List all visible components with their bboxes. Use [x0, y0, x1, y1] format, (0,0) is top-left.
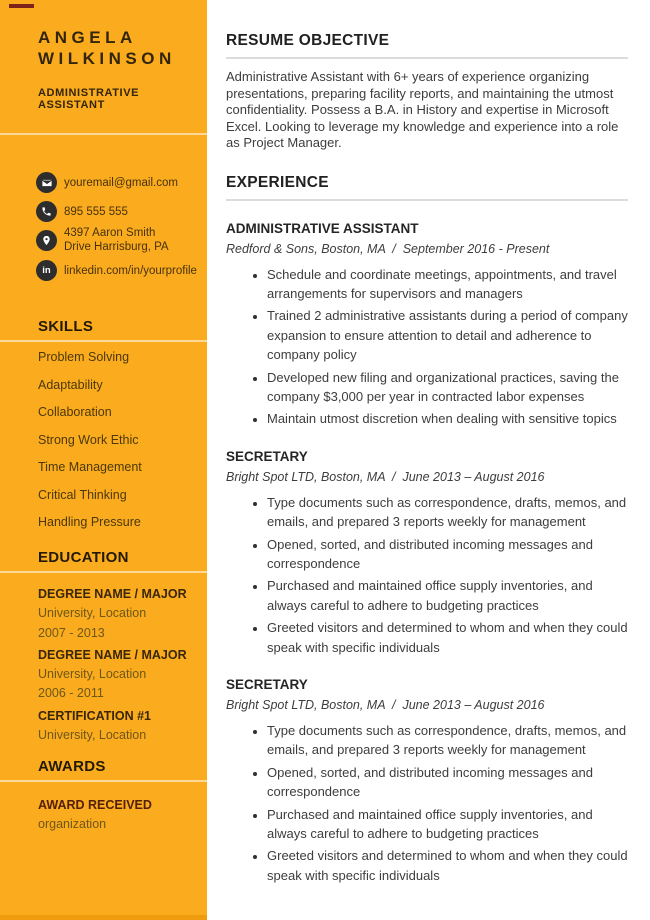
job-bullet-list — [226, 493, 628, 657]
address-text — [64, 226, 169, 254]
education-entry — [38, 646, 198, 704]
sidebar — [0, 0, 207, 920]
job-meta: Redford & Sons, Boston, MA / September 2016 - Present — [226, 241, 550, 256]
award-entry — [38, 796, 152, 835]
certification-school: University, Location — [38, 728, 147, 743]
candidate-name-line2: WILKINSON — [38, 49, 176, 68]
degree-dates: 2007 - 2013 — [38, 625, 105, 640]
main-content — [226, 0, 628, 888]
address-line2: Drive Harrisburg, PA — [64, 241, 169, 253]
education-entry — [38, 707, 198, 746]
job-title: SECRETARY — [226, 677, 308, 692]
candidate-name-line1: ANGELA — [38, 28, 137, 47]
experience-heading: EXPERIENCE — [226, 173, 329, 191]
section-divider — [226, 199, 628, 201]
bullet-item: • Type documents such as correspondence, drafts, memos, and emails, and prepared 3 reports weekly for management — [267, 721, 628, 760]
award-title: AWARD RECEIVED — [38, 798, 152, 812]
candidate-name — [38, 27, 176, 69]
job-bullet-list — [226, 265, 628, 429]
degree-school: University, Location — [38, 667, 147, 682]
job-entry — [226, 676, 628, 885]
education-heading: EDUCATION — [38, 549, 129, 566]
contact-row-address — [36, 226, 169, 254]
bullet-item: • Type documents such as correspondence, drafts, memos, and emails, and prepared 3 reports weekly for management — [267, 493, 628, 532]
address-line1: 4397 Aaron Smith — [64, 227, 156, 239]
education-list — [38, 585, 198, 748]
phone-text: 895 555 555 — [64, 205, 128, 218]
phone-icon — [36, 201, 57, 222]
degree-title: DEGREE NAME / MAJOR — [38, 587, 187, 601]
job-entry — [226, 448, 628, 657]
award-organization: organization — [38, 817, 107, 832]
skill-item: Handling Pressure — [38, 515, 141, 529]
candidate-job-title: ADMINISTRATIVE ASSISTANT — [38, 87, 140, 111]
contact-row-phone — [36, 201, 128, 222]
skills-heading: SKILLS — [38, 318, 94, 335]
objective-text: Administrative Assistant with 6+ years of experience organizing presentations, preparing facility reports, and maintaining the utmost confidentiality. Possess a B.A. in History and expertise in Microsoft Excel. Looking to leverage my knowledge and experience into a role as Project Manager. — [226, 69, 619, 150]
skill-item: Adaptability — [38, 377, 103, 392]
job-bullet-list — [226, 721, 628, 885]
bullet-item: • Greeted visitors and determined to whom and when they could speak with specific individuals — [267, 618, 628, 657]
bullet-item: • Maintain utmost discretion when dealing with sensitive topics — [267, 409, 628, 428]
sidebar-bottom-strip — [0, 915, 207, 920]
bullet-item: • Greeted visitors and determined to whom and when they could speak with specific individuals — [267, 846, 628, 885]
job-title: ADMINISTRATIVE ASSISTANT — [226, 220, 419, 236]
certification-title: CERTIFICATION #1 — [38, 708, 151, 723]
skill-item: Critical Thinking — [38, 487, 127, 502]
job-meta: Bright Spot LTD, Boston, MA / June 2013 – August 2016 — [226, 698, 545, 712]
email-icon — [36, 172, 57, 193]
degree-dates: 2006 - 2011 — [38, 686, 104, 701]
skill-item: Strong Work Ethic — [38, 432, 139, 447]
linkedin-icon — [36, 260, 57, 281]
contact-row-linkedin — [36, 260, 197, 281]
skills-list — [38, 349, 142, 542]
bullet-item: • Schedule and coordinate meetings, appointments, and travel arrangements for supervisors and managers — [267, 265, 628, 304]
degree-school: University, Location — [38, 606, 147, 621]
sidebar-divider — [0, 133, 207, 135]
job-entry — [226, 220, 628, 429]
awards-heading: AWARDS — [38, 758, 106, 775]
objective-heading: RESUME OBJECTIVE — [226, 32, 390, 49]
job-title: SECRETARY — [226, 448, 308, 464]
degree-title: DEGREE NAME / MAJOR — [38, 647, 187, 662]
bullet-item: • Opened, sorted, and distributed incoming messages and correspondence — [267, 535, 628, 574]
sidebar-divider — [0, 780, 207, 782]
email-text: youremail@gmail.com — [64, 176, 178, 189]
bullet-item: • Purchased and maintained office supply inventories, and always careful to adhere to budgeting practices — [267, 576, 628, 615]
skill-item: Time Management — [38, 460, 142, 474]
bullet-item: • Developed new filing and organizational practices, saving the company $3,000 per year in contracted labor expenses — [267, 368, 628, 407]
location-icon — [36, 230, 57, 251]
skill-item: Collaboration — [38, 405, 112, 419]
bullet-item: • Opened, sorted, and distributed incoming messages and correspondence — [267, 763, 628, 802]
section-divider — [226, 57, 628, 59]
sidebar-divider — [0, 571, 207, 573]
skill-item: Problem Solving — [38, 350, 130, 364]
bullet-item: • Trained 2 administrative assistants during a period of company expansion to ensure attention to detail and adherence to company policy — [267, 306, 628, 364]
corner-mark — [9, 4, 34, 8]
linkedin-icon-label: in — [42, 264, 51, 276]
education-entry — [38, 585, 198, 643]
linkedin-text: linkedin.com/in/yourprofile — [64, 264, 197, 277]
contact-row-email — [36, 172, 178, 193]
job-meta: Bright Spot LTD, Boston, MA / June 2013 – August 2016 — [226, 469, 545, 484]
sidebar-divider — [0, 340, 207, 342]
bullet-item: • Purchased and maintained office supply inventories, and always careful to adhere to budgeting practices — [267, 805, 628, 844]
